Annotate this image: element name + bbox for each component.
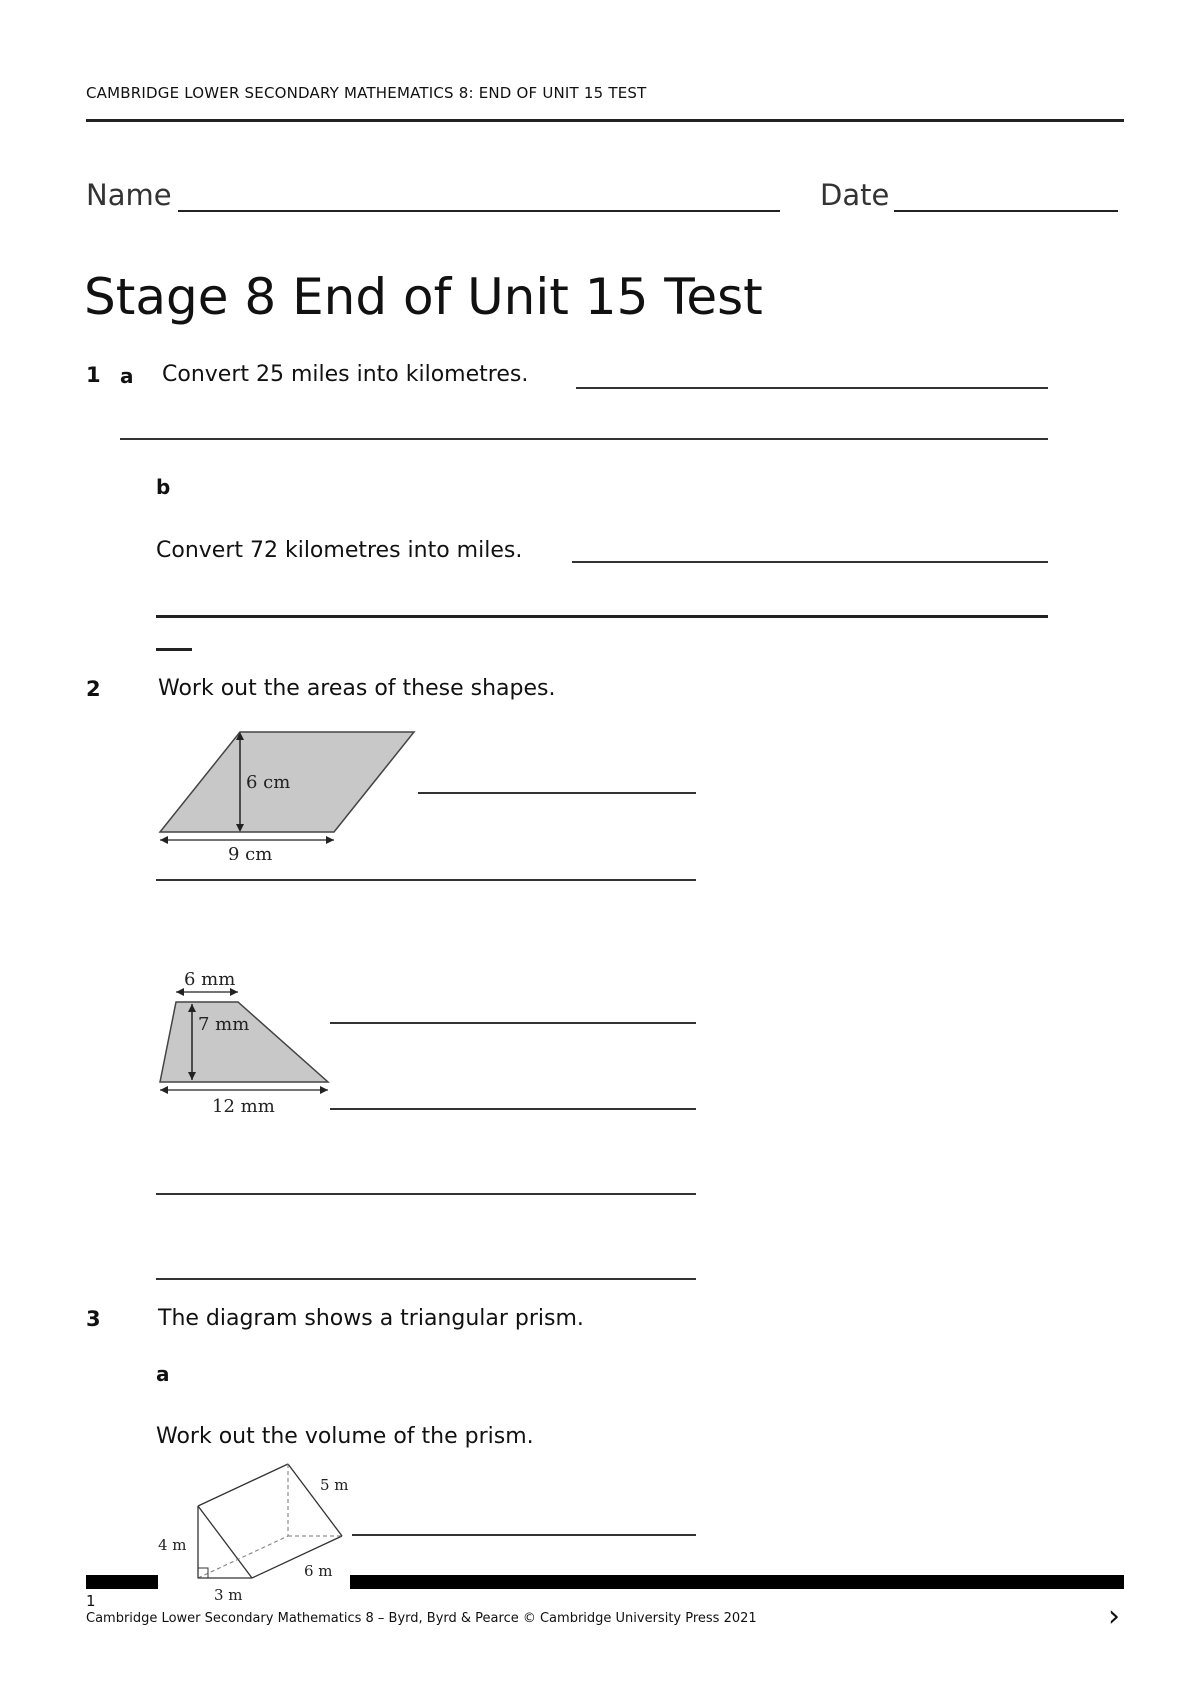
question-1a-text: Convert 25 miles into kilometres. — [162, 362, 529, 387]
trapezium-figure — [150, 970, 340, 1122]
question-1a-label: a — [120, 364, 134, 388]
answer-line-2b-2[interactable] — [330, 1108, 696, 1110]
prism-label-3m: 3 m — [214, 1586, 243, 1604]
question-3a-label: a — [156, 1362, 170, 1386]
answer-line-1a-2[interactable] — [120, 438, 1048, 440]
name-field[interactable] — [178, 210, 780, 212]
page-title: Stage 8 End of Unit 15 Test — [84, 268, 763, 326]
footer-copyright: Cambridge Lower Secondary Mathematics 8 – Byrd, Byrd & Pearce © Cambridge University Press 2021 — [86, 1611, 757, 1626]
parallelogram-base-label: 9 cm — [228, 844, 273, 860]
question-2-text: Work out the areas of these shapes. — [158, 676, 556, 701]
question-1b-label: b — [156, 475, 171, 499]
answer-line-2b-4[interactable] — [156, 1278, 696, 1280]
prism-edge — [288, 1464, 342, 1536]
arrow-left-icon — [160, 1086, 168, 1094]
parallelogram-height-label: 6 cm — [246, 772, 291, 793]
arrow-right-icon — [320, 1086, 328, 1094]
answer-line-2a-2[interactable] — [156, 879, 696, 881]
prism-edge — [198, 1464, 288, 1506]
question-3-number: 3 — [86, 1307, 101, 1331]
question-1-number: 1 — [86, 363, 101, 387]
date-field[interactable] — [894, 210, 1118, 212]
running-header: CAMBRIDGE LOWER SECONDARY MATHEMATICS 8: END OF UNIT 15 TEST — [86, 84, 647, 102]
arrow-left-icon — [160, 836, 168, 844]
footer-rule-left — [86, 1575, 158, 1589]
prism-label-4m: 4 m — [158, 1536, 187, 1554]
prism-label-5m: 5 m — [320, 1476, 349, 1494]
arrow-left-icon — [176, 988, 184, 996]
triangular-prism-figure — [150, 1458, 360, 1608]
page-number: 1 — [86, 1592, 96, 1610]
next-page-icon[interactable]: › — [1108, 1599, 1120, 1634]
right-angle-mark — [198, 1568, 208, 1578]
question-1b-text: Convert 72 kilometres into miles. — [156, 538, 523, 563]
question-2-number: 2 — [86, 677, 101, 701]
answer-line-2a-1[interactable] — [418, 792, 696, 794]
date-label: Date — [820, 178, 890, 212]
answer-line-2b-3[interactable] — [156, 1193, 696, 1195]
trapezium-top-label: 6 mm — [184, 970, 236, 990]
prism-edge — [198, 1506, 252, 1578]
question-3a-text: Work out the volume of the prism. — [156, 1424, 534, 1449]
answer-line-1a-1[interactable] — [576, 387, 1048, 389]
parallelogram-figure — [150, 726, 420, 860]
answer-line-2b-1[interactable] — [330, 1022, 696, 1024]
answer-line-1b-2[interactable] — [156, 615, 1048, 618]
arrow-right-icon — [326, 836, 334, 844]
header-rule — [86, 119, 1124, 122]
trapezium-height-label: 7 mm — [198, 1014, 250, 1035]
answer-line-1b-1[interactable] — [572, 561, 1048, 563]
question-3-text: The diagram shows a triangular prism. — [158, 1306, 584, 1331]
name-label: Name — [86, 178, 172, 212]
answer-line-3a-1[interactable] — [352, 1534, 696, 1536]
prism-label-6m: 6 m — [304, 1562, 333, 1580]
prism-hidden-edge — [198, 1536, 288, 1578]
trapezium-base-label: 12 mm — [212, 1096, 275, 1117]
footer-rule-right — [350, 1575, 1124, 1589]
answer-line-1b-3[interactable] — [156, 648, 192, 651]
